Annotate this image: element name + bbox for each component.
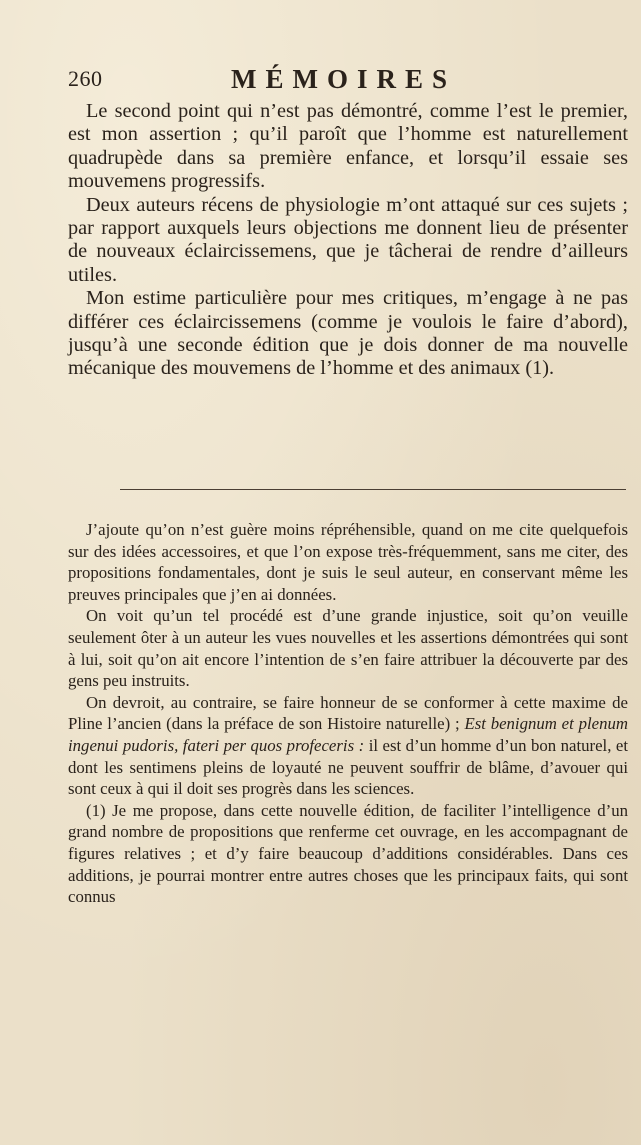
page-header [68,64,628,98]
footnote-paragraph: J’ajoute qu’on n’est guère moins répréhensible, quand on me cite quelquefois sur des idées accessoires, et que l’on expose très-fréquemment, sans me citer, des propositions fondamentales, dont je suis le seul auteur, en conservant même les preuves principales que j’en ai données. [68,520,628,604]
footnote-paragraph: (1) Je me propose, dans cette nouvelle édition, de faciliter l’intelligence d’un grand nombre de propositions que renferme cet ouvrage, en les accompagnant de figures relatives ; et d’y faire beaucoup d’additions considérables. Dans ces additions, je pourrai montrer entre autres choses que les principaux faits, qui sont connus [68,800,628,907]
page-number: 260 [68,66,103,91]
footnote-paragraph: On voit qu’un tel procédé est d’une grande injustice, soit qu’on veuille seulement ôter à un auteur les vues nouvelles et les assertions démontrées qui sont à lui, soit qu’on ait encore l’intention de s’en faire attribuer la découverte par des gens peu instruits. [68,606,628,691]
footnote-text: On devroit, au contraire, se faire honneur de se conformer à cette maxime de Pline l’ancien (dans la préface de son Histoire naturelle) ; [68,692,628,734]
main-paragraph: Le second point qui n’est pas démontré, comme l’est le premier, est mon assertion ; qu’il paroît que l’homme est naturellement quadrupède dans sa première enfance, et lorsqu’il essaie ses mouvemens progressifs. [68,100,628,193]
footnote-text: il est d’un homme d’un bon naturel, et dont les sentimens pleins de loyauté ne peuvent souffrir de blâme, d’avouer qui sont ceux à qui il doit ses progrès dans les sciences. [68,735,628,799]
running-title: MÉMOIRES [231,64,457,94]
latin-quote: Est benignum et plenum ingenui pudoris, fateri per quos profeceris : [68,714,628,755]
main-paragraph: Mon estime particulière pour mes critiques, m’engage à ne pas différer ces éclaircissemens (comme je voulois le faire d’abord), jusqu’à une seconde édition que je dois donner de ma nouvelle mécanique des mouvemens de l’homme et des animaux (1). [68,287,628,380]
footnote-divider [120,489,626,490]
main-text [68,100,628,381]
footnote-paragraph-latin [68,692,628,800]
footnotes [68,519,628,908]
main-paragraph: Deux auteurs récens de physiologie m’ont attaqué sur ces sujets ; par rapport auxquels leurs objections me donnent lieu de présenter de nouveaux éclaircissemens, que je tâcherai de rendre d’ailleurs utiles. [68,193,628,286]
